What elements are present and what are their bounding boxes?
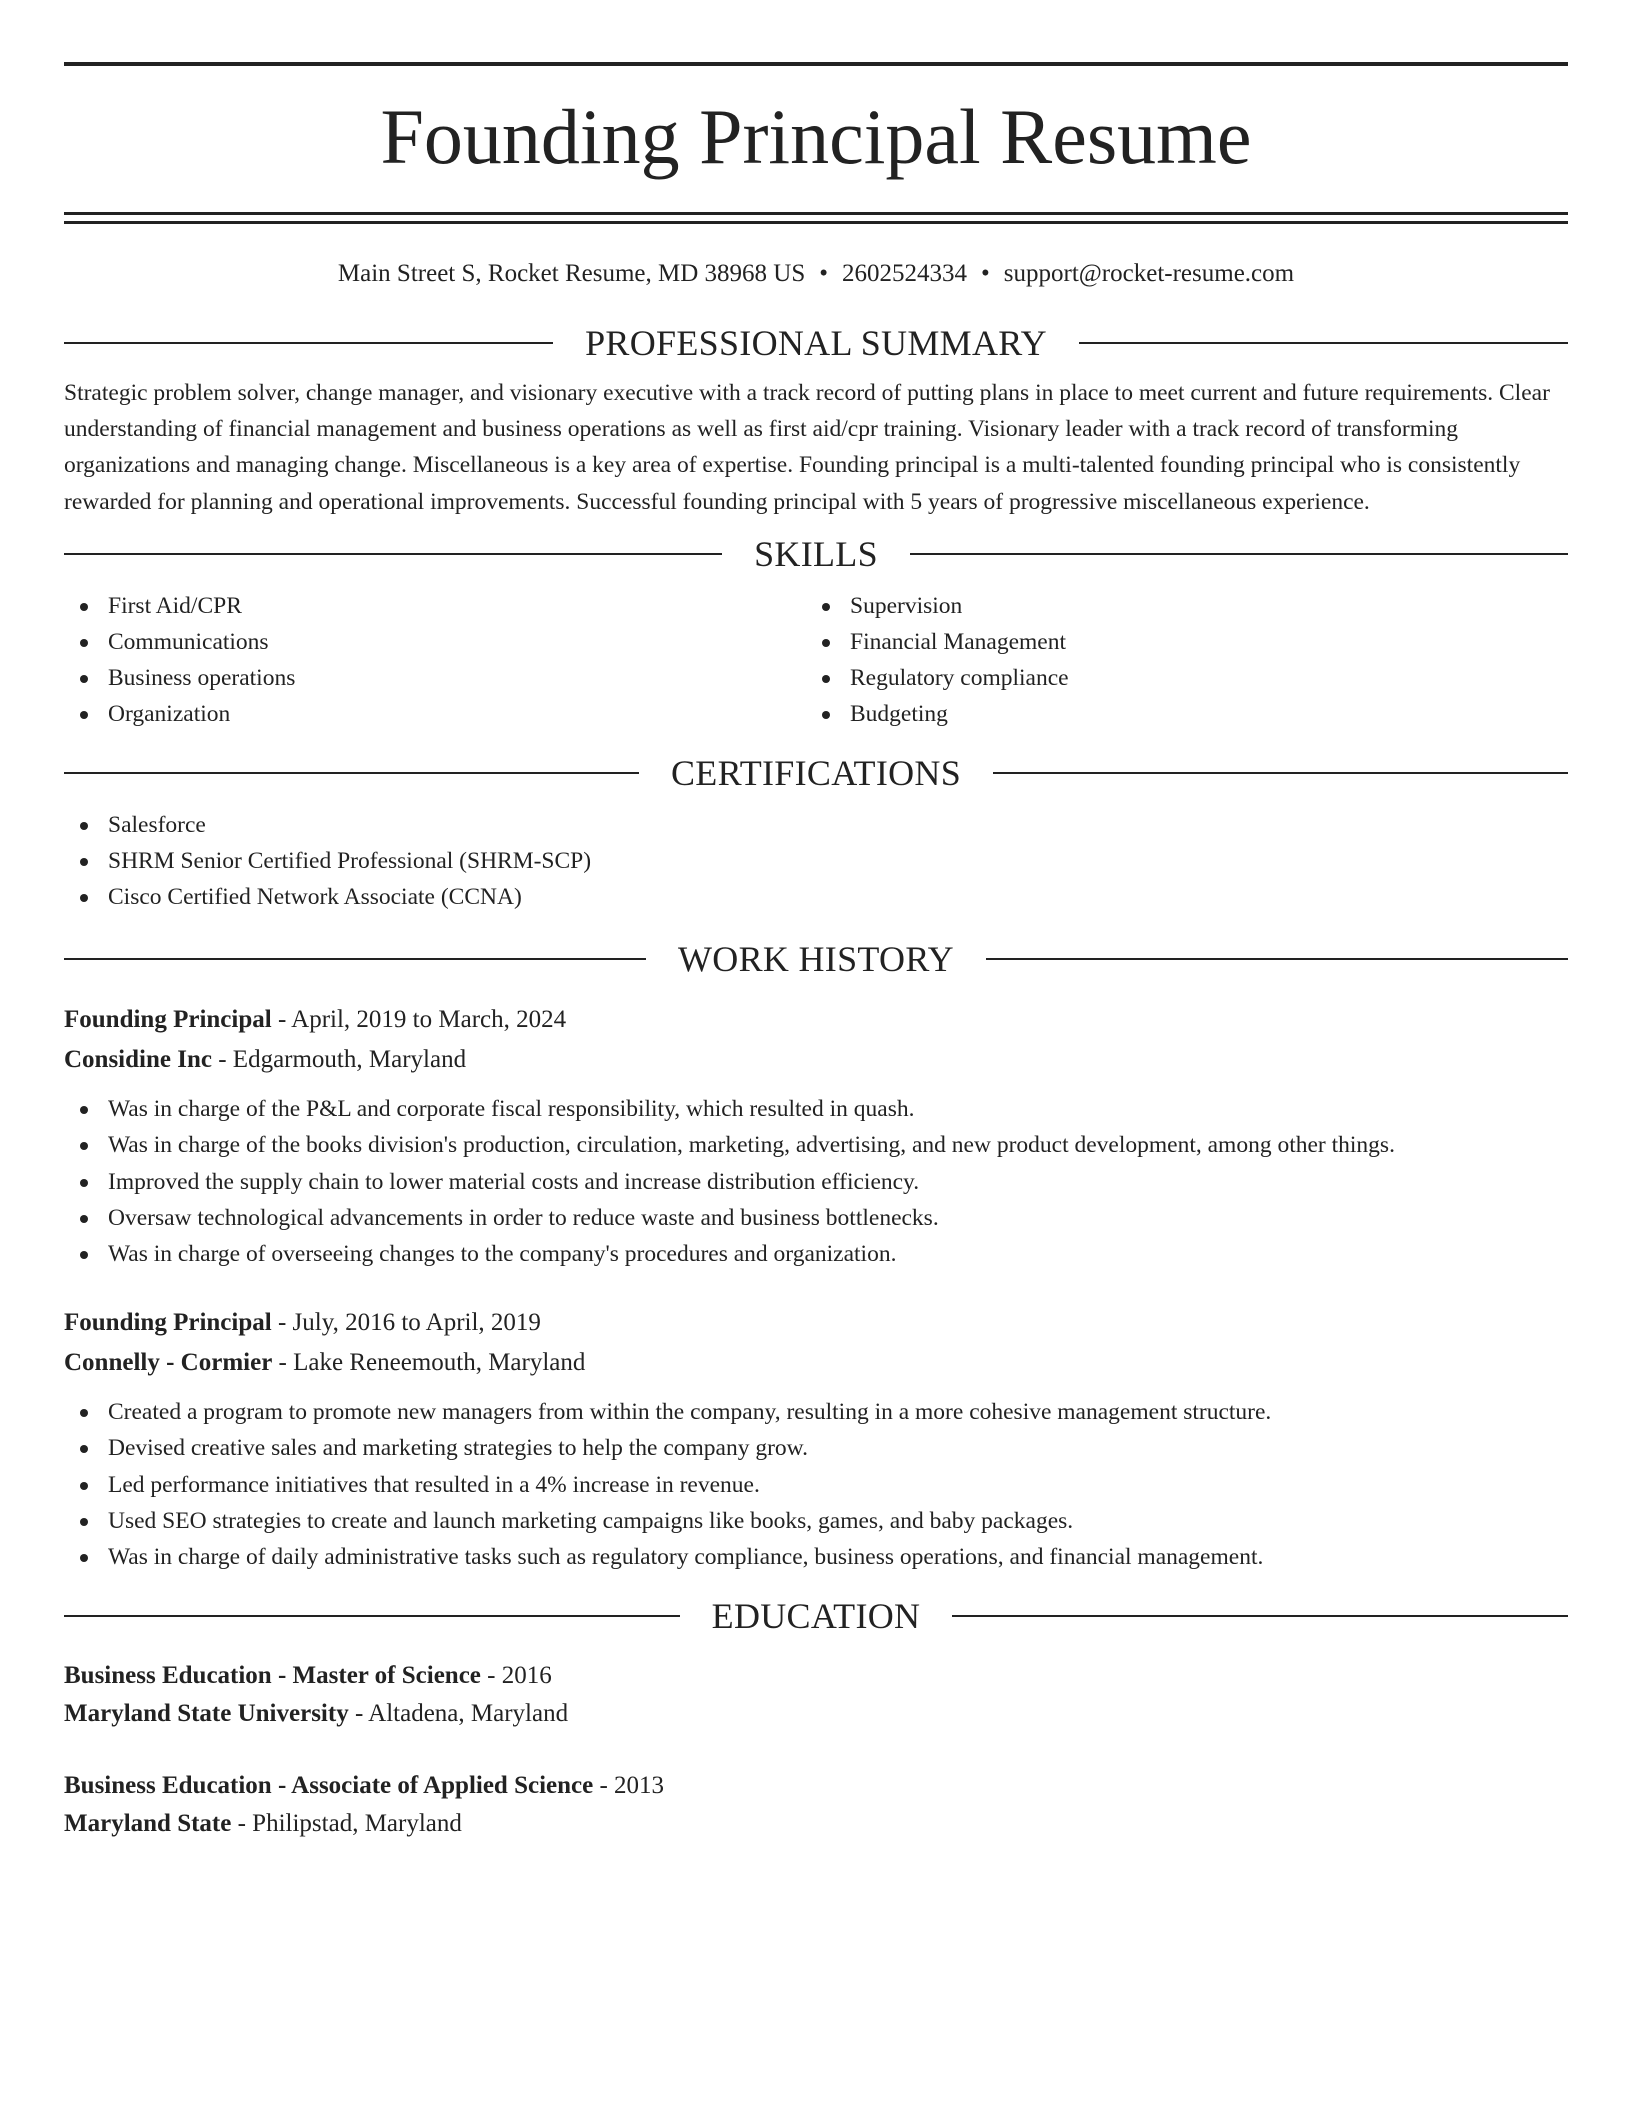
job-bullet: Led performance initiatives that resulted in a 4% increase in revenue.	[64, 1467, 1568, 1503]
skill-item: Budgeting	[806, 696, 1548, 732]
top-rule	[64, 62, 1568, 66]
education-degree: Business Education - Master of Science	[64, 1661, 481, 1689]
job-bullet: Was in charge of daily administrative tasks such as regulatory compliance, business operations, and financial management.	[64, 1539, 1568, 1575]
job-location: - Edgarmouth, Maryland	[211, 1045, 467, 1073]
contact-separator: •	[981, 260, 990, 287]
certification-item: Cisco Certified Network Associate (CCNA)	[64, 879, 1568, 915]
section-title-work: WORK HISTORY	[678, 938, 954, 979]
job-company-line	[64, 1040, 1568, 1080]
page-title: Founding Principal Resume	[380, 93, 1252, 180]
job-title-line	[64, 1000, 1568, 1040]
contact-email: support@rocket-resume.com	[1003, 260, 1295, 287]
education-degree-line	[64, 1767, 1568, 1805]
contact-separator: •	[819, 260, 829, 287]
education-year: - 2013	[593, 1771, 665, 1799]
contact-line	[64, 257, 1568, 291]
education-entry	[64, 1657, 1568, 1733]
job-bullet: Improved the supply chain to lower material costs and increase distribution efficiency.	[64, 1164, 1568, 1200]
summary-text: Strategic problem solver, change manager, and visionary executive with a track record of putting plans in place to meet current and future requirements. Clear understanding of financial management and business operations as well as first aid/cpr training. Visionary leader with a track record of transforming organizations and managing change. Miscellaneous is a key area of expertise. Founding principal is a multi-talented founding principal who is consistently rewarded for planning and operational improvements. Successful founding principal with 5 years of progressive miscellaneous experience.	[64, 380, 1550, 515]
education-school: Maryland State University	[64, 1699, 349, 1727]
skill-item: Regulatory compliance	[806, 660, 1548, 696]
education-year: - 2016	[480, 1661, 552, 1689]
job-bullet: Was in charge of overseeing changes to the company's procedures and organization.	[64, 1236, 1568, 1272]
section-title-skills: SKILLS	[754, 533, 878, 574]
skills-grid	[64, 588, 1568, 732]
heading-rule	[952, 1615, 1568, 1617]
contact-address: Main Street S, Rocket Resume, MD 38968 US	[337, 260, 806, 287]
section-heading-summary	[64, 321, 1568, 365]
heading-rule	[64, 342, 553, 344]
job-entry	[64, 1000, 1568, 1273]
certifications-list	[64, 807, 1568, 915]
job-title: Founding Principal	[64, 1308, 272, 1336]
skills-list-left	[64, 588, 806, 732]
heading-rule	[64, 553, 722, 555]
job-bullet: Was in charge of the P&L and corporate fiscal responsibility, which resulted in quash.	[64, 1091, 1568, 1127]
section-title-summary: PROFESSIONAL SUMMARY	[585, 323, 1047, 363]
job-entry	[64, 1303, 1568, 1576]
education-location: - Altadena, Maryland	[348, 1699, 569, 1727]
job-bullets	[64, 1394, 1568, 1576]
heading-rule	[910, 553, 1568, 555]
section-heading-certifications	[64, 751, 1568, 795]
education-degree: Business Education - Associate of Applied Science	[64, 1771, 594, 1799]
job-company: Considine Inc	[64, 1045, 212, 1073]
skill-item: Business operations	[64, 660, 806, 696]
skill-item: First Aid/CPR	[64, 588, 806, 624]
certification-item: Salesforce	[64, 807, 1568, 843]
job-bullet: Was in charge of the books division's production, circulation, marketing, advertising, and new product development, among other things.	[64, 1127, 1568, 1163]
heading-rule	[1079, 342, 1568, 344]
skill-item: Organization	[64, 696, 806, 732]
education-school: Maryland State	[64, 1809, 232, 1837]
heading-rule	[64, 958, 646, 960]
job-bullet: Used SEO strategies to create and launch marketing campaigns like books, games, and baby packages.	[64, 1503, 1568, 1539]
job-dates: - July, 2016 to April, 2019	[271, 1308, 541, 1336]
resume-content	[64, 62, 1568, 1843]
job-title-line	[64, 1303, 1568, 1343]
job-bullet: Devised creative sales and marketing strategies to help the company grow.	[64, 1430, 1568, 1466]
heading-rule	[64, 772, 639, 774]
heading-rule	[993, 772, 1568, 774]
education-school-line	[64, 1805, 1568, 1843]
skills-list-right	[806, 588, 1548, 732]
certification-item: SHRM Senior Certified Professional (SHRM-SCP)	[64, 843, 1568, 879]
skill-item: Communications	[64, 624, 806, 660]
job-dates: - April, 2019 to March, 2024	[271, 1005, 567, 1033]
heading-rule	[986, 958, 1568, 960]
job-title: Founding Principal	[64, 1005, 272, 1033]
section-heading-work	[64, 937, 1568, 981]
title-rule-lower	[64, 221, 1568, 224]
skill-item: Financial Management	[806, 624, 1548, 660]
contact-phone: 2602524334	[842, 260, 968, 287]
education-school-line	[64, 1695, 1568, 1733]
education-entry	[64, 1767, 1568, 1843]
job-company-line	[64, 1343, 1568, 1383]
section-heading-education	[64, 1594, 1568, 1638]
job-bullet: Created a program to promote new managers from within the company, resulting in a more cohesive management structure.	[64, 1394, 1568, 1430]
education-degree-line	[64, 1657, 1568, 1695]
job-bullet: Oversaw technological advancements in order to reduce waste and business bottlenecks.	[64, 1200, 1568, 1236]
section-title-certifications: CERTIFICATIONS	[670, 752, 962, 793]
job-company: Connelly - Cormier	[64, 1348, 273, 1376]
job-bullets	[64, 1091, 1568, 1273]
education-location: - Philipstad, Maryland	[231, 1809, 462, 1837]
skill-item: Supervision	[806, 588, 1548, 624]
job-location: - Lake Reneemouth, Maryland	[272, 1348, 586, 1376]
heading-rule	[64, 1615, 680, 1617]
section-heading-skills	[64, 532, 1568, 576]
section-title-education: EDUCATION	[711, 1595, 921, 1636]
title-rule-upper	[64, 212, 1568, 215]
